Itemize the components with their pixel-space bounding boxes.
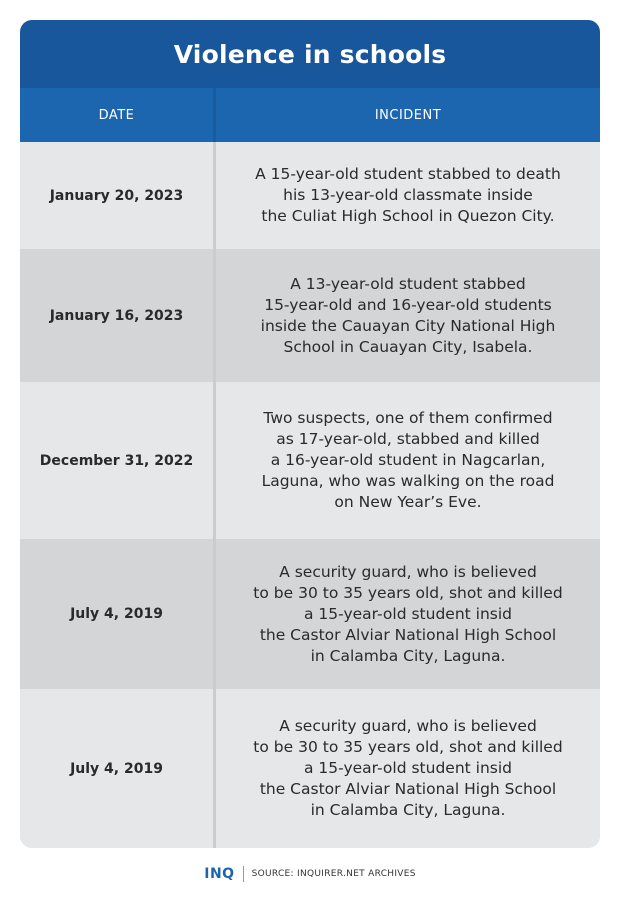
table-row xyxy=(20,382,600,539)
row-incident-text: A 15-year-old student stabbed to death his 13-year-old classmate inside the Culiat High School in Quezon City. xyxy=(255,165,561,225)
row-incident-text: A security guard, who is believed to be 30 to 35 years old, shot and killed a 15-year-old student insid the Castor Alviar National High School in Calamba City, Laguna. xyxy=(253,562,563,665)
table-row xyxy=(20,689,600,848)
row-date: January 16, 2023 xyxy=(49,307,184,324)
row-date: July 4, 2019 xyxy=(70,760,163,777)
row-incident xyxy=(216,382,600,539)
footer xyxy=(0,866,620,882)
title-bar xyxy=(20,20,600,88)
table-title: Violence in schools xyxy=(173,39,447,69)
row-date: December 31, 2022 xyxy=(39,452,194,469)
row-incident xyxy=(216,249,600,382)
footer-divider xyxy=(243,866,244,882)
row-date: July 4, 2019 xyxy=(70,606,163,622)
table-body xyxy=(20,142,600,848)
row-date: January 20, 2023 xyxy=(49,187,184,204)
inquirer-logo: INQ xyxy=(204,866,235,882)
source-credit: SOURCE: INQUIRER.NET ARCHIVES xyxy=(251,869,416,879)
column-header-incident: INCIDENT xyxy=(374,107,442,123)
row-incident-text: Two suspects, one of them confirmed as 17-year-old, stabbed and killed a 16-year-old student in Nagcarlan, Laguna, who was walking on the road on New Year’s Eve. xyxy=(261,409,555,511)
row-incident xyxy=(216,539,600,689)
table-row xyxy=(20,249,600,382)
column-header-date: DATE xyxy=(98,107,135,123)
table-row xyxy=(20,539,600,689)
row-incident xyxy=(216,689,600,848)
row-incident xyxy=(216,142,600,249)
table-card xyxy=(20,20,600,848)
table-row xyxy=(20,142,600,249)
table-header xyxy=(20,88,600,142)
row-incident-text: A security guard, who is believed to be 30 to 35 years old, shot and killed a 15-year-old student insid the Castor Alviar National High School in Calamba City, Laguna. xyxy=(253,717,563,819)
row-incident-text: A 13-year-old student stabbed 15-year-old and 16-year-old students inside the Cauayan City National High School in Cauayan City, Isabela. xyxy=(260,274,556,356)
